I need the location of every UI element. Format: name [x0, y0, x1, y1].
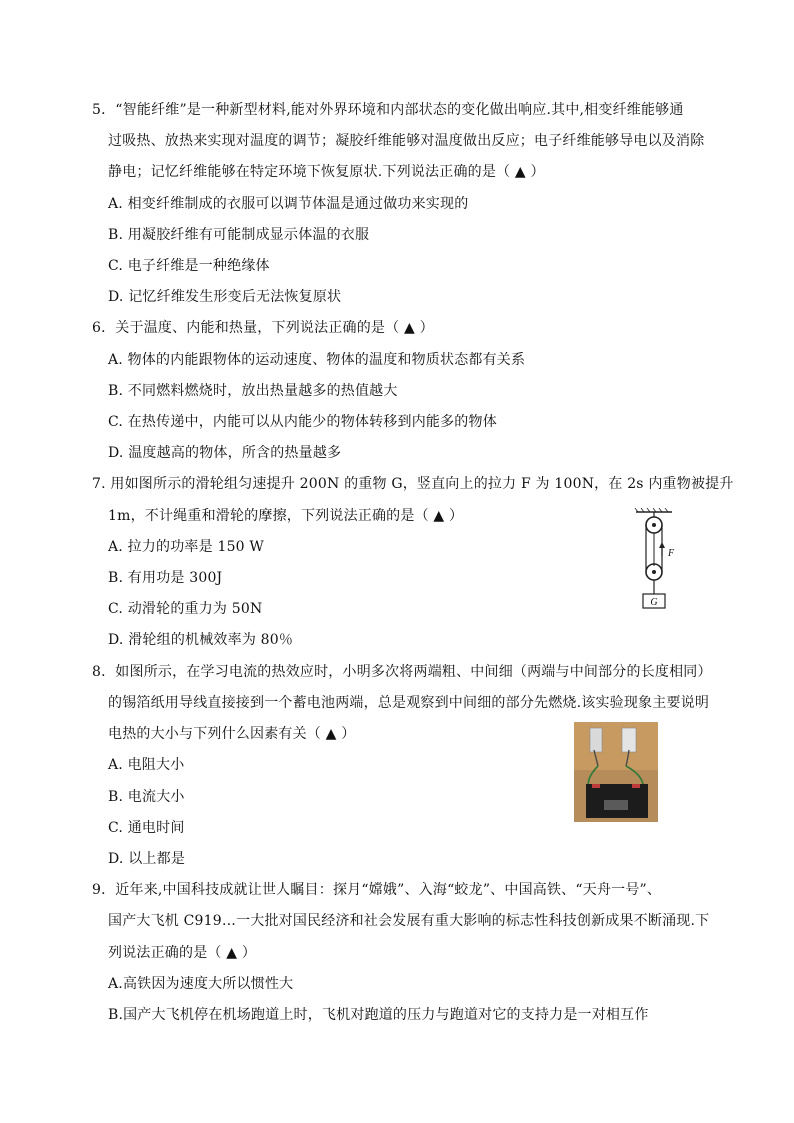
question-8-line-3: 电热的大小与下列什么因素有关（ ▲ ） [108, 726, 356, 742]
question-8-line-2: 的锡箔纸用导线直接接到一个蓄电池两端，总是观察到中间细的部分先燃烧.该实验现象主要说明 [108, 695, 710, 711]
question-7-line-1: 7. 用如图所示的滑轮组匀速提升 200N 的重物 G，竖直向上的拉力 F 为 100N，在 2s 内重物被提升 [92, 476, 734, 492]
question-6-line-1: 6．关于温度、内能和热量，下列说法正确的是（ ▲ ） [92, 320, 434, 336]
question-7-option-b: B. 有用功是 300J [108, 570, 223, 586]
question-9-option-b: B.国产大飞机停在机场跑道上时，飞机对跑道的压力与跑道对它的支持力是一对相互作 [108, 1007, 649, 1023]
question-8-line-1: 8．如图所示，在学习电流的热效应时，小明多次将两端粗、中间细（两端与中间部分的长度相同） [92, 664, 712, 680]
question-9-option-a: A.高铁因为速度大所以惯性大 [108, 976, 294, 992]
question-6-option-d: D. 温度越高的物体，所含的热量越多 [108, 445, 342, 461]
question-7-option-d: D. 滑轮组的机械效率为 80％ [108, 632, 294, 648]
question-9-line-2: 国产大飞机 C919…一大批对国民经济和社会发展有重大影响的标志性科技创新成果不断涌现.下 [108, 913, 710, 929]
question-8-option-d: D. 以上都是 [108, 851, 186, 867]
question-8-option-a: A. 电阻大小 [108, 757, 185, 773]
pulley-system-figure [628, 508, 688, 612]
question-9-line-3: 列说法正确的是（ ▲ ） [108, 945, 257, 961]
question-5-option-c: C. 电子纤维是一种绝缘体 [108, 258, 270, 274]
question-6-option-b: B. 不同燃料燃烧时，放出热量越多的热值越大 [108, 383, 398, 399]
question-5-line-1: 5．“智能纤维”是一种新型材料,能对外界环境和内部状态的变化做出响应.其中,相变纤维能够通 [92, 102, 684, 118]
question-7-line-2: 1m，不计绳重和滑轮的摩擦，下列说法正确的是（ ▲ ） [108, 508, 464, 524]
question-8-option-b: B. 电流大小 [108, 789, 185, 805]
pulley-weight-label: G [650, 597, 658, 608]
question-6-option-c: C. 在热传递中，内能可以从内能少的物体转移到内能多的物体 [108, 414, 497, 430]
question-5-option-a: A. 相变纤维制成的衣服可以调节体温是通过做功来实现的 [108, 196, 469, 212]
question-7-option-a: A. 拉力的功率是 150 W [108, 539, 265, 555]
question-5-line-3: 静电；记忆纤维能够在特定环境下恢复原状.下列说法正确的是（ ▲ ） [108, 164, 545, 180]
question-8-option-c: C. 通电时间 [108, 820, 185, 836]
battery-foil-photo [574, 722, 658, 822]
pulley-force-label: F [668, 548, 675, 559]
question-5-line-2: 过吸热、放热来实现对温度的调节；凝胶纤维能够对温度做出反应；电子纤维能够导电以及消除 [108, 133, 705, 149]
question-7-option-c: C. 动滑轮的重力为 50N [108, 601, 263, 617]
question-6-option-a: A. 物体的内能跟物体的运动速度、物体的温度和物质状态都有关系 [108, 352, 526, 368]
question-5-option-d: D. 记忆纤维发生形变后无法恢复原状 [108, 289, 342, 305]
question-5-option-b: B. 用凝胶纤维有可能制成显示体温的衣服 [108, 227, 370, 243]
question-9-line-1: 9．近年来,中国科技成就让世人瞩目：探月“嫦娥”、入海“蛟龙”、中国高铁、“天舟一号”、 [92, 882, 662, 898]
